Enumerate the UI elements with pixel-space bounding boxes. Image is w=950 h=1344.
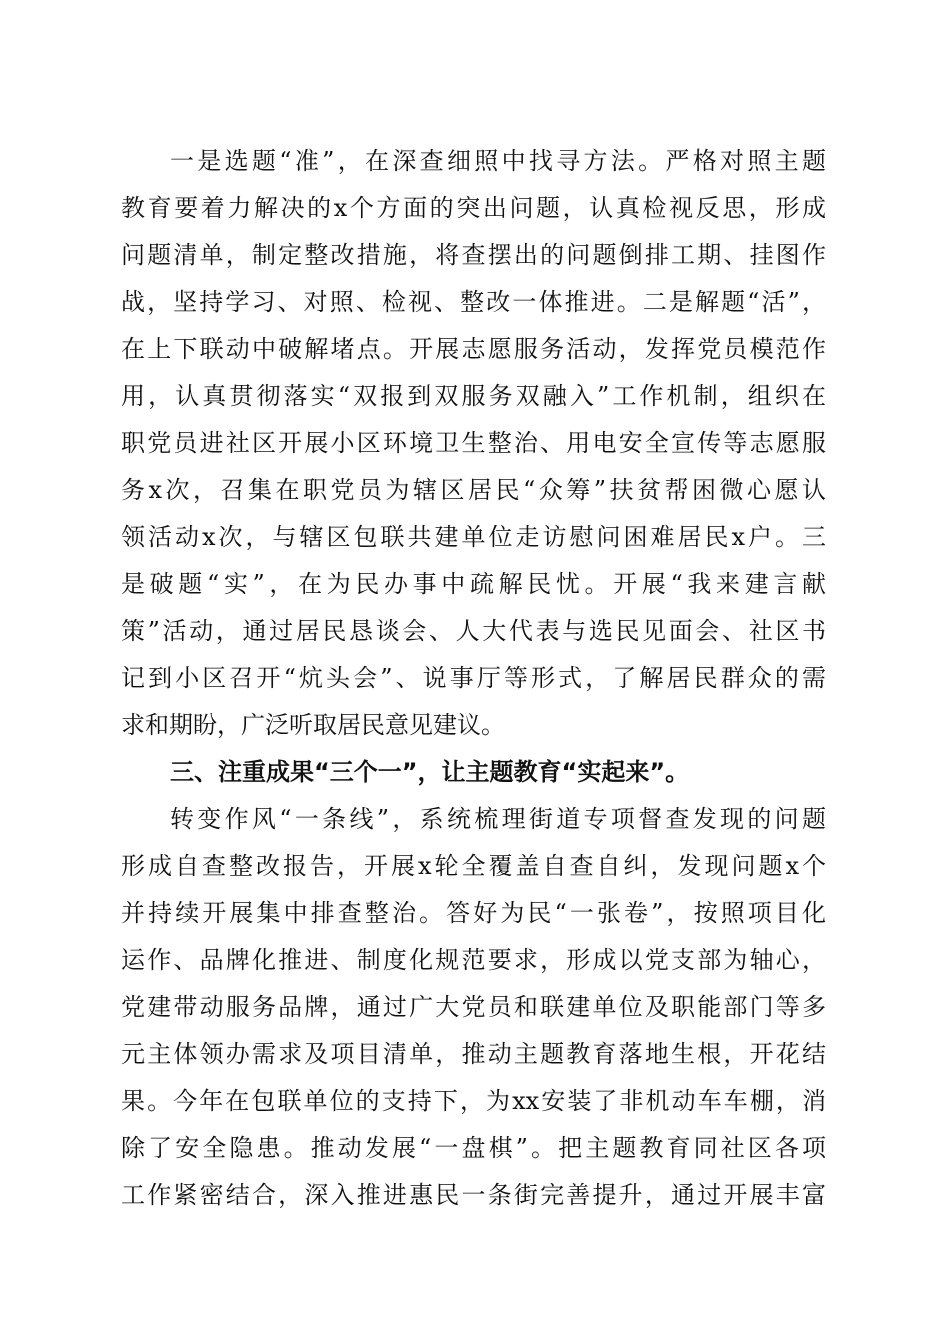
paragraph-line: 是破题“实”，在为民办事中疏解民忧。开展“我来建言献 [121, 570, 826, 598]
paragraph-line: 记到小区召开“炕头会”、说事厅等形式，了解居民群众的需 [121, 664, 826, 692]
paragraph-line: 在上下联动中破解堵点。开展志愿服务活动，发挥党员模范作 [121, 335, 826, 363]
paragraph-line: 果。今年在包联单位的支持下，为xx安装了非机动车车棚，消 [121, 1087, 826, 1115]
paragraph-line: 转变作风“一条线”，系统梳理街道专项督查发现的问题 [170, 805, 826, 833]
paragraph-line: 党建带动服务品牌，通过广大党员和联建单位及职能部门等多 [121, 993, 826, 1021]
paragraph-line: 工作紧密结合，深入推进惠民一条街完善提升，通过开展丰富 [121, 1181, 826, 1209]
paragraph-line: 形成自查整改报告，开展x轮全覆盖自查自纠，发现问题x个 [121, 852, 826, 880]
paragraph-line: 一是选题“准”，在深查细照中找寻方法。严格对照主题 [170, 147, 826, 175]
paragraph-line: 职党员进社区开展小区环境卫生整治、用电安全宣传等志愿服 [121, 429, 826, 457]
paragraph-line: 用，认真贯彻落实“双报到双服务双融入”工作机制，组织在 [121, 382, 826, 410]
paragraph-line: 求和期盼，广泛听取居民意见建议。 [121, 711, 505, 739]
paragraph-line: 战，坚持学习、对照、检视、整改一体推进。二是解题“活”， [121, 288, 826, 316]
paragraph-line: 运作、品牌化推进、制度化规范要求，形成以党支部为轴心， [121, 946, 826, 974]
paragraph-line: 策”活动，通过居民恳谈会、人大代表与选民见面会、社区书 [121, 617, 826, 645]
paragraph-line: 教育要着力解决的x个方面的突出问题，认真检视反思，形成 [121, 194, 826, 222]
paragraph-line: 领活动x次，与辖区包联共建单位走访慰问困难居民x户。三 [121, 523, 826, 551]
paragraph-line: 问题清单，制定整改措施，将查摆出的问题倒排工期、挂图作 [121, 241, 826, 269]
paragraph-line: 务x次，召集在职党员为辖区居民“众筹”扶贫帮困微心愿认 [121, 476, 826, 504]
paragraph-line: 并持续开展集中排查整治。答好为民“一张卷”，按照项目化 [121, 899, 826, 927]
paragraph-line: 除了安全隐患。推动发展“一盘棋”。把主题教育同社区各项 [121, 1134, 826, 1162]
section-heading: 三、注重成果“三个一”，让主题教育“实起来”。 [170, 758, 690, 786]
paragraph-line: 元主体领办需求及项目清单，推动主题教育落地生根，开花结 [121, 1040, 826, 1068]
